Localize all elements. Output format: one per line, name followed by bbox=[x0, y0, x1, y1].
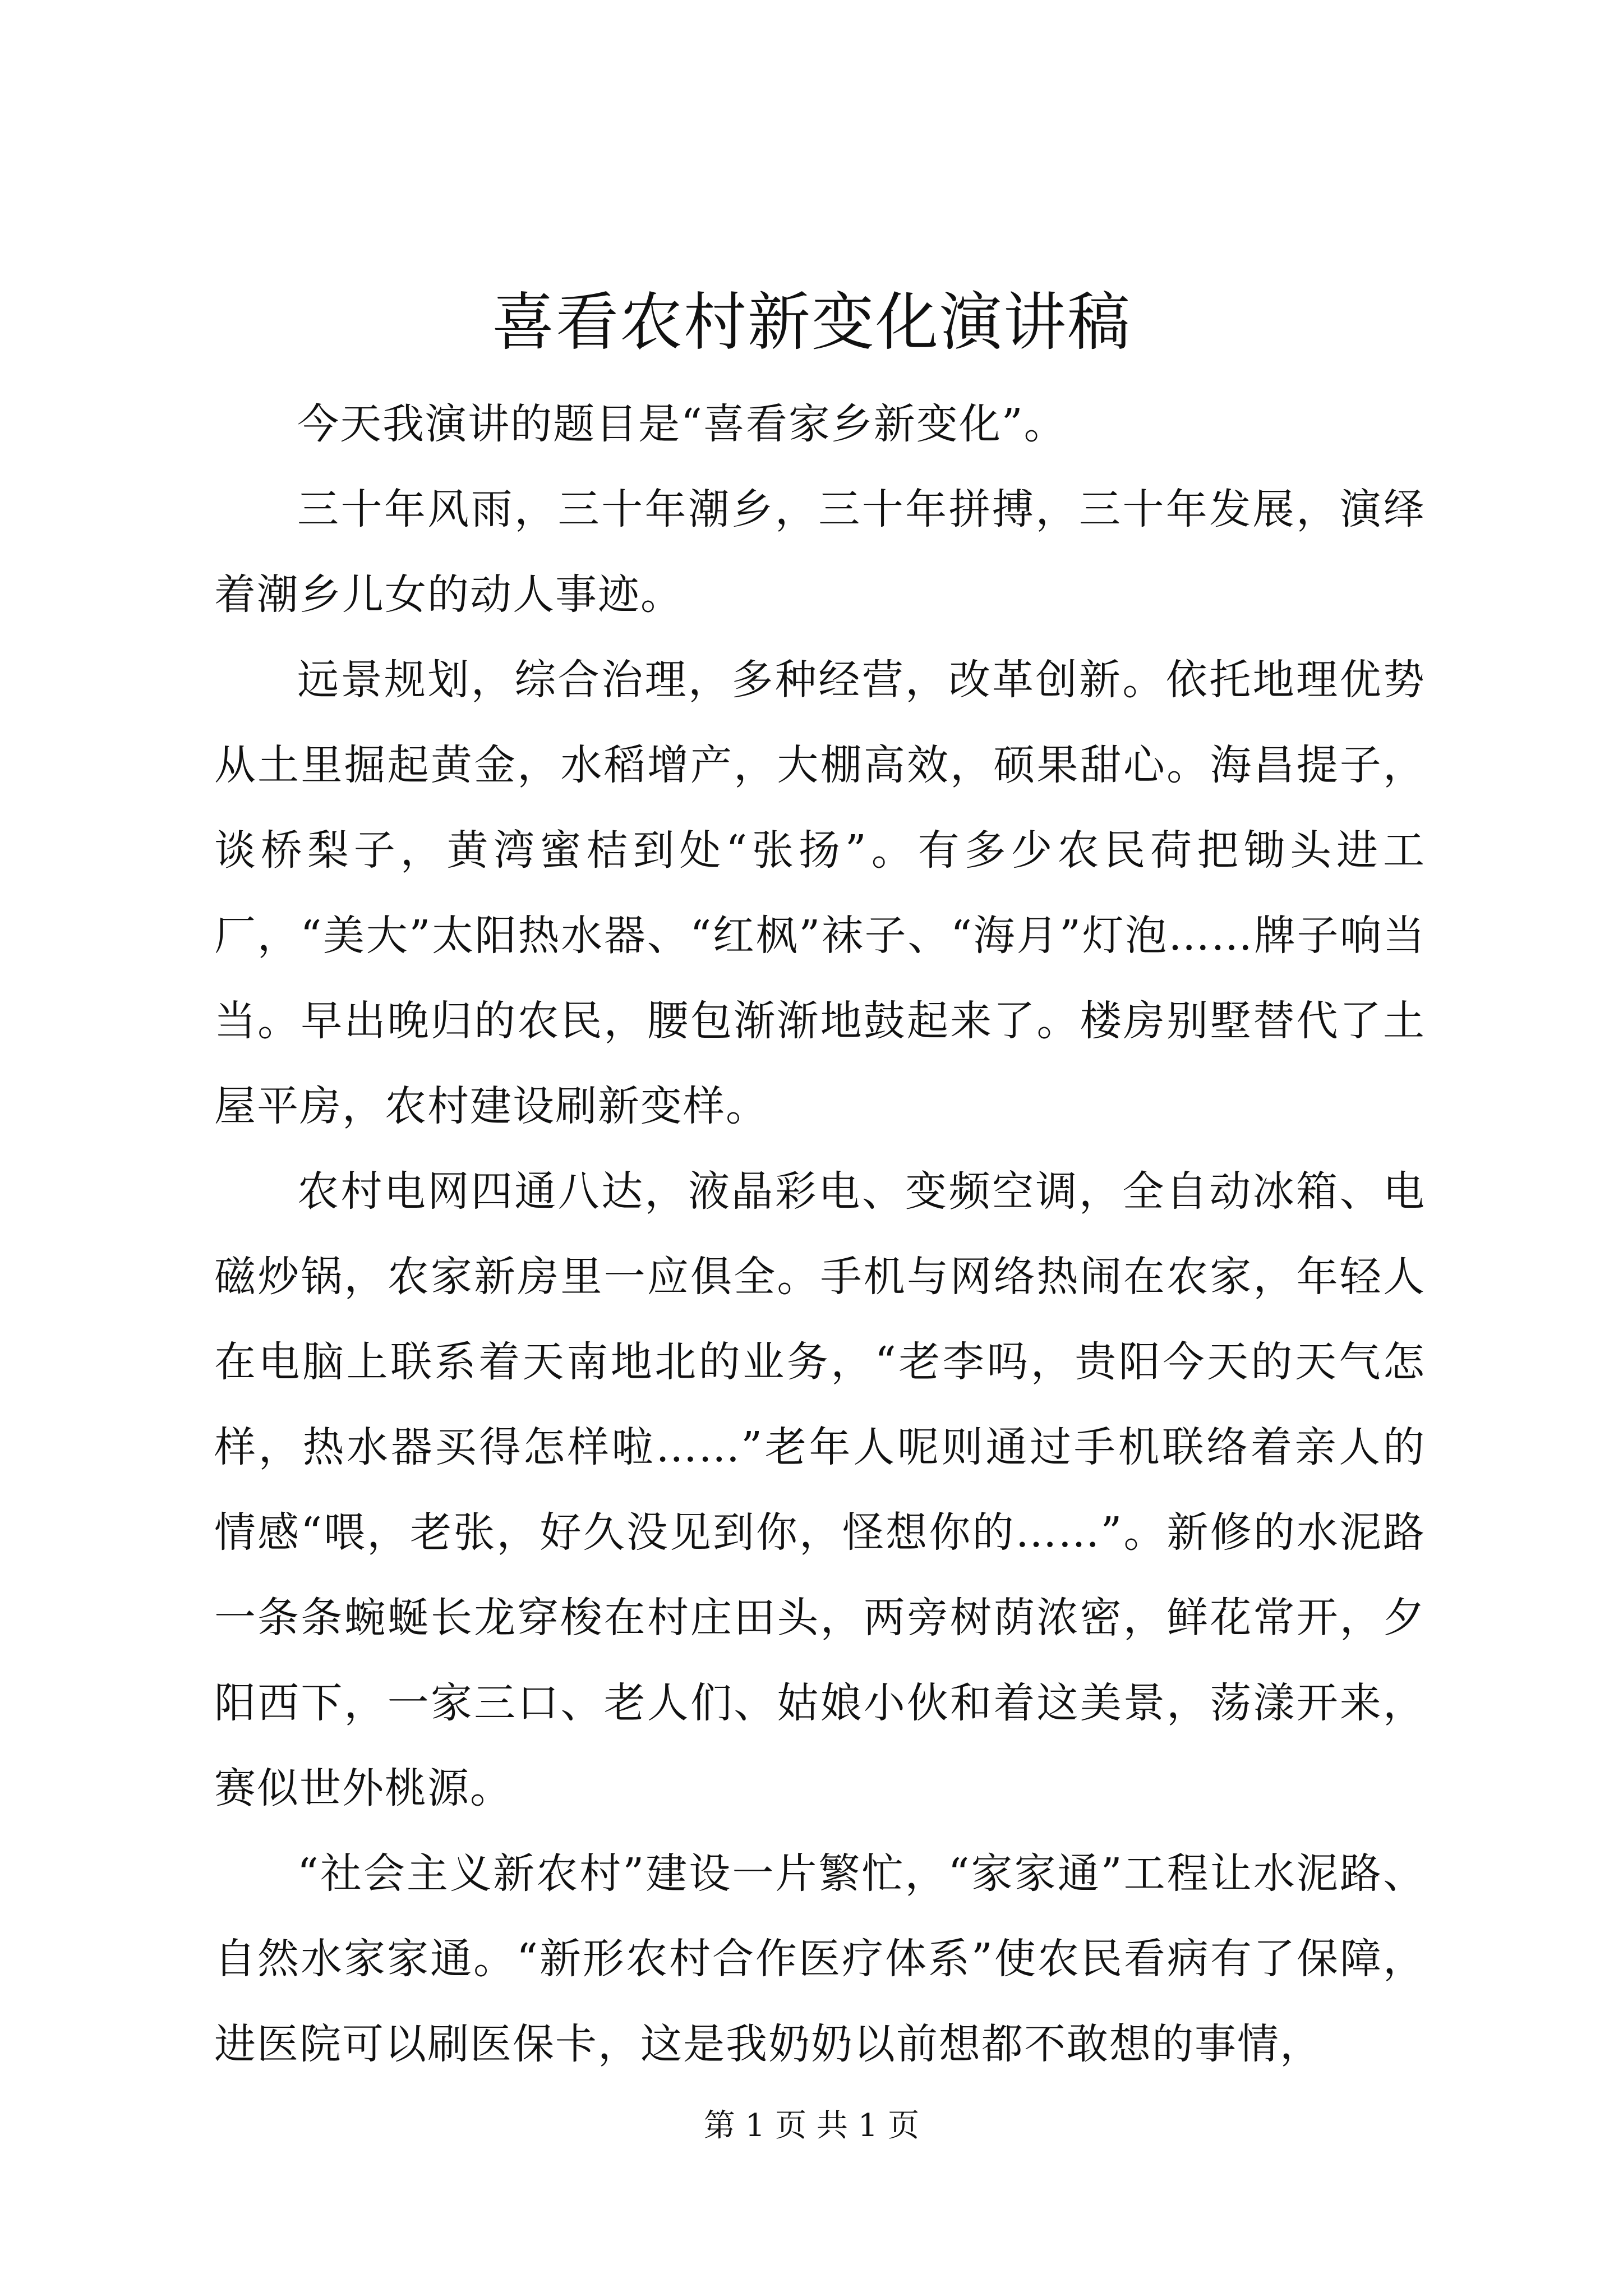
paragraph-2: 三十年风雨，三十年潮乡，三十年拼搏，三十年发展，演绎着潮乡儿女的动人事迹。 bbox=[214, 485, 1426, 619]
paragraph-4: 农村电网四通八达，液晶彩电、变频空调，全自动冰箱、电磁炒锅，农家新房里一应俱全。手机与网络热闹在农家，年轻人在电脑上联系着天南地北的业务，“老李吗，贵阳今天的天气怎样，热水器买得怎样啦……”老年人呢则通过手机联络着亲人的情感“喂，老张，好久没见到你，怪想你的……”。新修的水泥路一条条蜿蜒长龙穿梭在村庄田头，两旁树荫浓密，鲜花常开，夕阳西下，一家三口、老人们、姑娘小伙和着这美景，荡漾开来，赛似世外桃源。 bbox=[214, 1167, 1426, 1812]
document-body bbox=[214, 381, 1426, 2087]
paragraph-3: 远景规划，综合治理，多种经营，改革创新。依托地理优势从土里掘起黄金，水稻增产，大棚高效，硕果甜心。海昌提子，谈桥梨子，黄湾蜜桔到处“张扬”。有多少农民荷把锄头进工厂，“美大”太阳热水器、“红枫”袜子、“海月”灯泡……牌子响当当。早出晚归的农民，腰包渐渐地鼓起来了。楼房别墅替代了土屋平房，农村建设刷新变样。 bbox=[214, 656, 1426, 1130]
paragraph-5: “社会主义新农村”建设一片繁忙，“家家通”工程让水泥路、自然水家家通。“新形农村合作医疗体系”使农民看病有了保障，进医院可以刷医保卡，这是我奶奶以前想都不敢想的事情， bbox=[214, 1849, 1426, 2068]
document-title: 喜看农村新变化演讲稿 bbox=[492, 286, 1131, 359]
paragraph-1: 今天我演讲的题目是“喜看家乡新变化”。 bbox=[297, 400, 1067, 448]
page-footer: 第 1 页 共 1 页 bbox=[703, 2108, 920, 2144]
